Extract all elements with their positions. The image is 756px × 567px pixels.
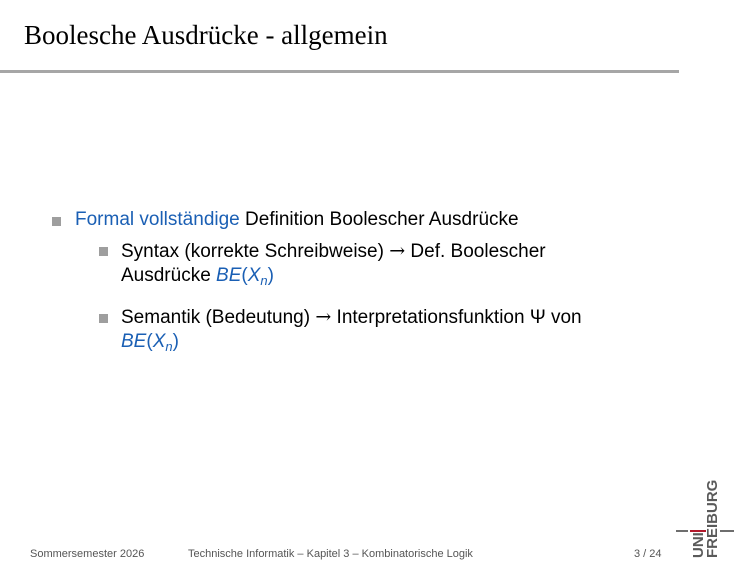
sub-bullet-square-icon (99, 314, 108, 323)
syntax-text-end: Def. Boolescher (410, 241, 546, 262)
subscript-n: n (165, 339, 173, 354)
semantik-text-end: Interpretationsfunktion Ψ von (336, 307, 582, 328)
sub-bullet-semantik-line1 (121, 305, 582, 330)
logo-rule-gray-left (676, 530, 688, 532)
bullet-square-icon (52, 217, 61, 226)
sub-bullet-square-icon (99, 247, 108, 256)
paren-open: ( (241, 265, 248, 286)
paren-close: ) (267, 265, 274, 286)
sub-bullet-semantik-line2 (121, 330, 179, 359)
syntax-text-line2: Ausdrücke (121, 265, 217, 286)
footer-course: Technische Informatik – Kapitel 3 – Kombinatorische Logik (188, 548, 473, 560)
paren-open: ( (146, 331, 153, 352)
item-text: Definition Boolescher Ausdrücke (239, 209, 519, 230)
subscript-n: n (260, 273, 268, 288)
footer-page-number: 3 / 24 (634, 548, 662, 560)
paren-close: ) (172, 331, 179, 352)
logo-text-uni: UNI (690, 532, 707, 558)
x-symbol: X (152, 331, 166, 352)
semantik-text: Semantik (Bedeutung) (121, 307, 311, 328)
sub-bullet-syntax-line1 (121, 239, 546, 264)
logo-text-freiburg: FREIBURG (704, 479, 721, 558)
uni-freiburg-logo (676, 478, 734, 558)
x-symbol: X (247, 265, 261, 286)
bullet-item-formal-definition (75, 208, 519, 232)
sub-bullet-syntax-line2 (121, 264, 274, 293)
title-rule (0, 70, 679, 73)
footer-semester: Sommersemester 2026 (30, 548, 145, 560)
be-symbol: BE (121, 331, 147, 352)
arrow-right-icon: → (389, 240, 406, 262)
logo-rule-gray-right (720, 530, 734, 532)
be-symbol: BE (216, 265, 242, 286)
highlight-text: Formal vollständige (75, 209, 240, 230)
syntax-text: Syntax (korrekte Schreibweise) (121, 241, 384, 262)
arrow-right-icon: → (315, 306, 332, 328)
slide-title: Boolesche Ausdrücke - allgemein (24, 20, 388, 50)
